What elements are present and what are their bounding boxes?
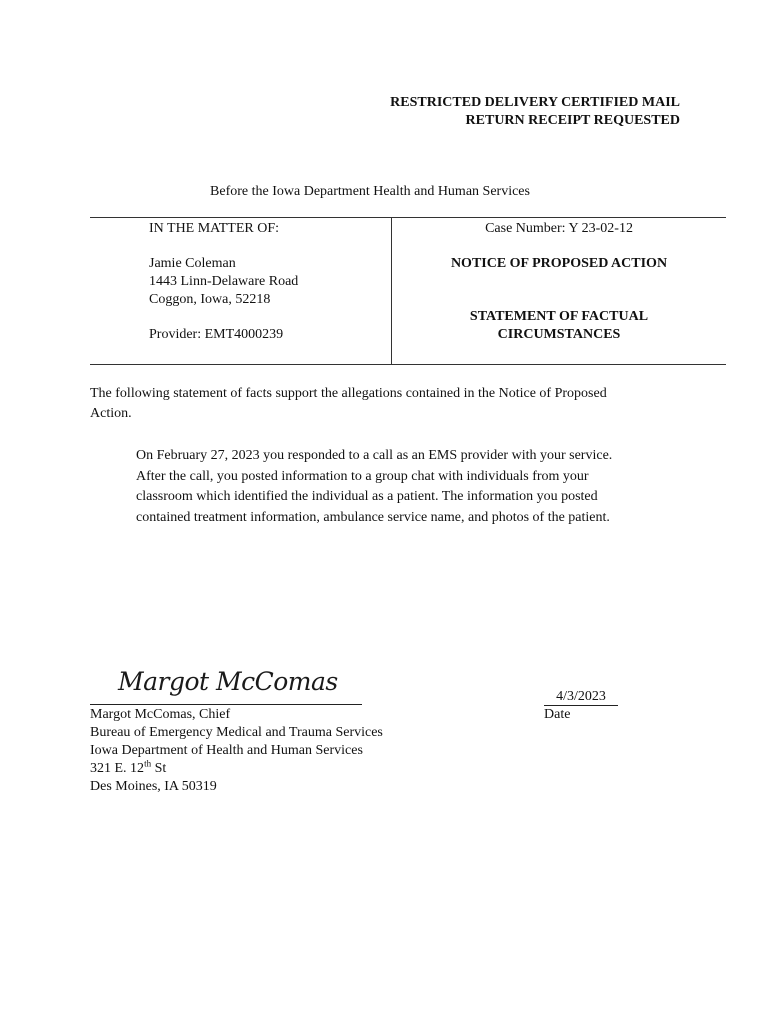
- caption-bottom-rule: [90, 364, 726, 365]
- facts-line2: After the call, you posted information to a group chat with individuals from your: [136, 468, 589, 484]
- statement-title-line2: CIRCUMSTANCES: [497, 327, 621, 342]
- signature-text: Margot McComas: [118, 667, 338, 696]
- provider-number: Provider: EMT4000239: [149, 327, 284, 342]
- respondent-name: Jamie Coleman: [149, 256, 236, 271]
- facts-line1: On February 27, 2023 you responded to a call as an EMS provider with your service.: [136, 448, 613, 463]
- signer-title: Margot McComas, Chief: [90, 707, 231, 722]
- notice-title: NOTICE OF PROPOSED ACTION: [450, 256, 668, 271]
- street-number: 321 E. 12: [90, 761, 145, 776]
- mail-notice-line1: RESTRICTED DELIVERY CERTIFIED MAIL: [390, 95, 680, 110]
- respondent-address-line2: Coggon, Iowa, 52218: [149, 292, 271, 307]
- mail-notice-line2: RETURN RECEIPT REQUESTED: [465, 113, 680, 128]
- facts-paragraph: [136, 446, 696, 528]
- signer-bureau: Bureau of Emergency Medical and Trauma Services: [90, 725, 383, 740]
- date-label: Date: [544, 707, 571, 722]
- street-suffix: th: [144, 758, 152, 769]
- matter-label: IN THE MATTER OF:: [149, 221, 280, 236]
- signer-block: [90, 706, 383, 796]
- intro-line2: Action.: [90, 406, 132, 421]
- agency-heading: Before the Iowa Department Health and Human Services: [210, 184, 530, 199]
- respondent-block: [149, 255, 298, 309]
- case-number: Case Number: Y 23-02-12: [485, 221, 633, 236]
- statement-title: [392, 308, 726, 344]
- statement-title-line1: STATEMENT OF FACTUAL: [469, 309, 649, 324]
- caption-top-rule: [90, 217, 726, 218]
- mail-notice: [300, 94, 680, 130]
- respondent-address-line1: 1443 Linn-Delaware Road: [149, 274, 299, 289]
- signer-department: Iowa Department of Health and Human Services: [90, 743, 363, 758]
- intro-paragraph: [90, 384, 690, 424]
- handwritten-signature: [112, 660, 352, 702]
- facts-line3: classroom which identified the individual as a patient. The information you posted: [136, 489, 598, 504]
- intro-line1: The following statement of facts support the allegations contained in the Notice of Proposed: [90, 386, 607, 401]
- facts-line4: contained treatment information, ambulance service name, and photos of the patient.: [136, 509, 610, 525]
- signer-city: Des Moines, IA 50319: [90, 779, 217, 794]
- signature-line: [90, 704, 362, 705]
- date-value: 4/3/2023: [544, 688, 618, 706]
- signer-street: [90, 760, 383, 778]
- street-name: St: [151, 761, 167, 776]
